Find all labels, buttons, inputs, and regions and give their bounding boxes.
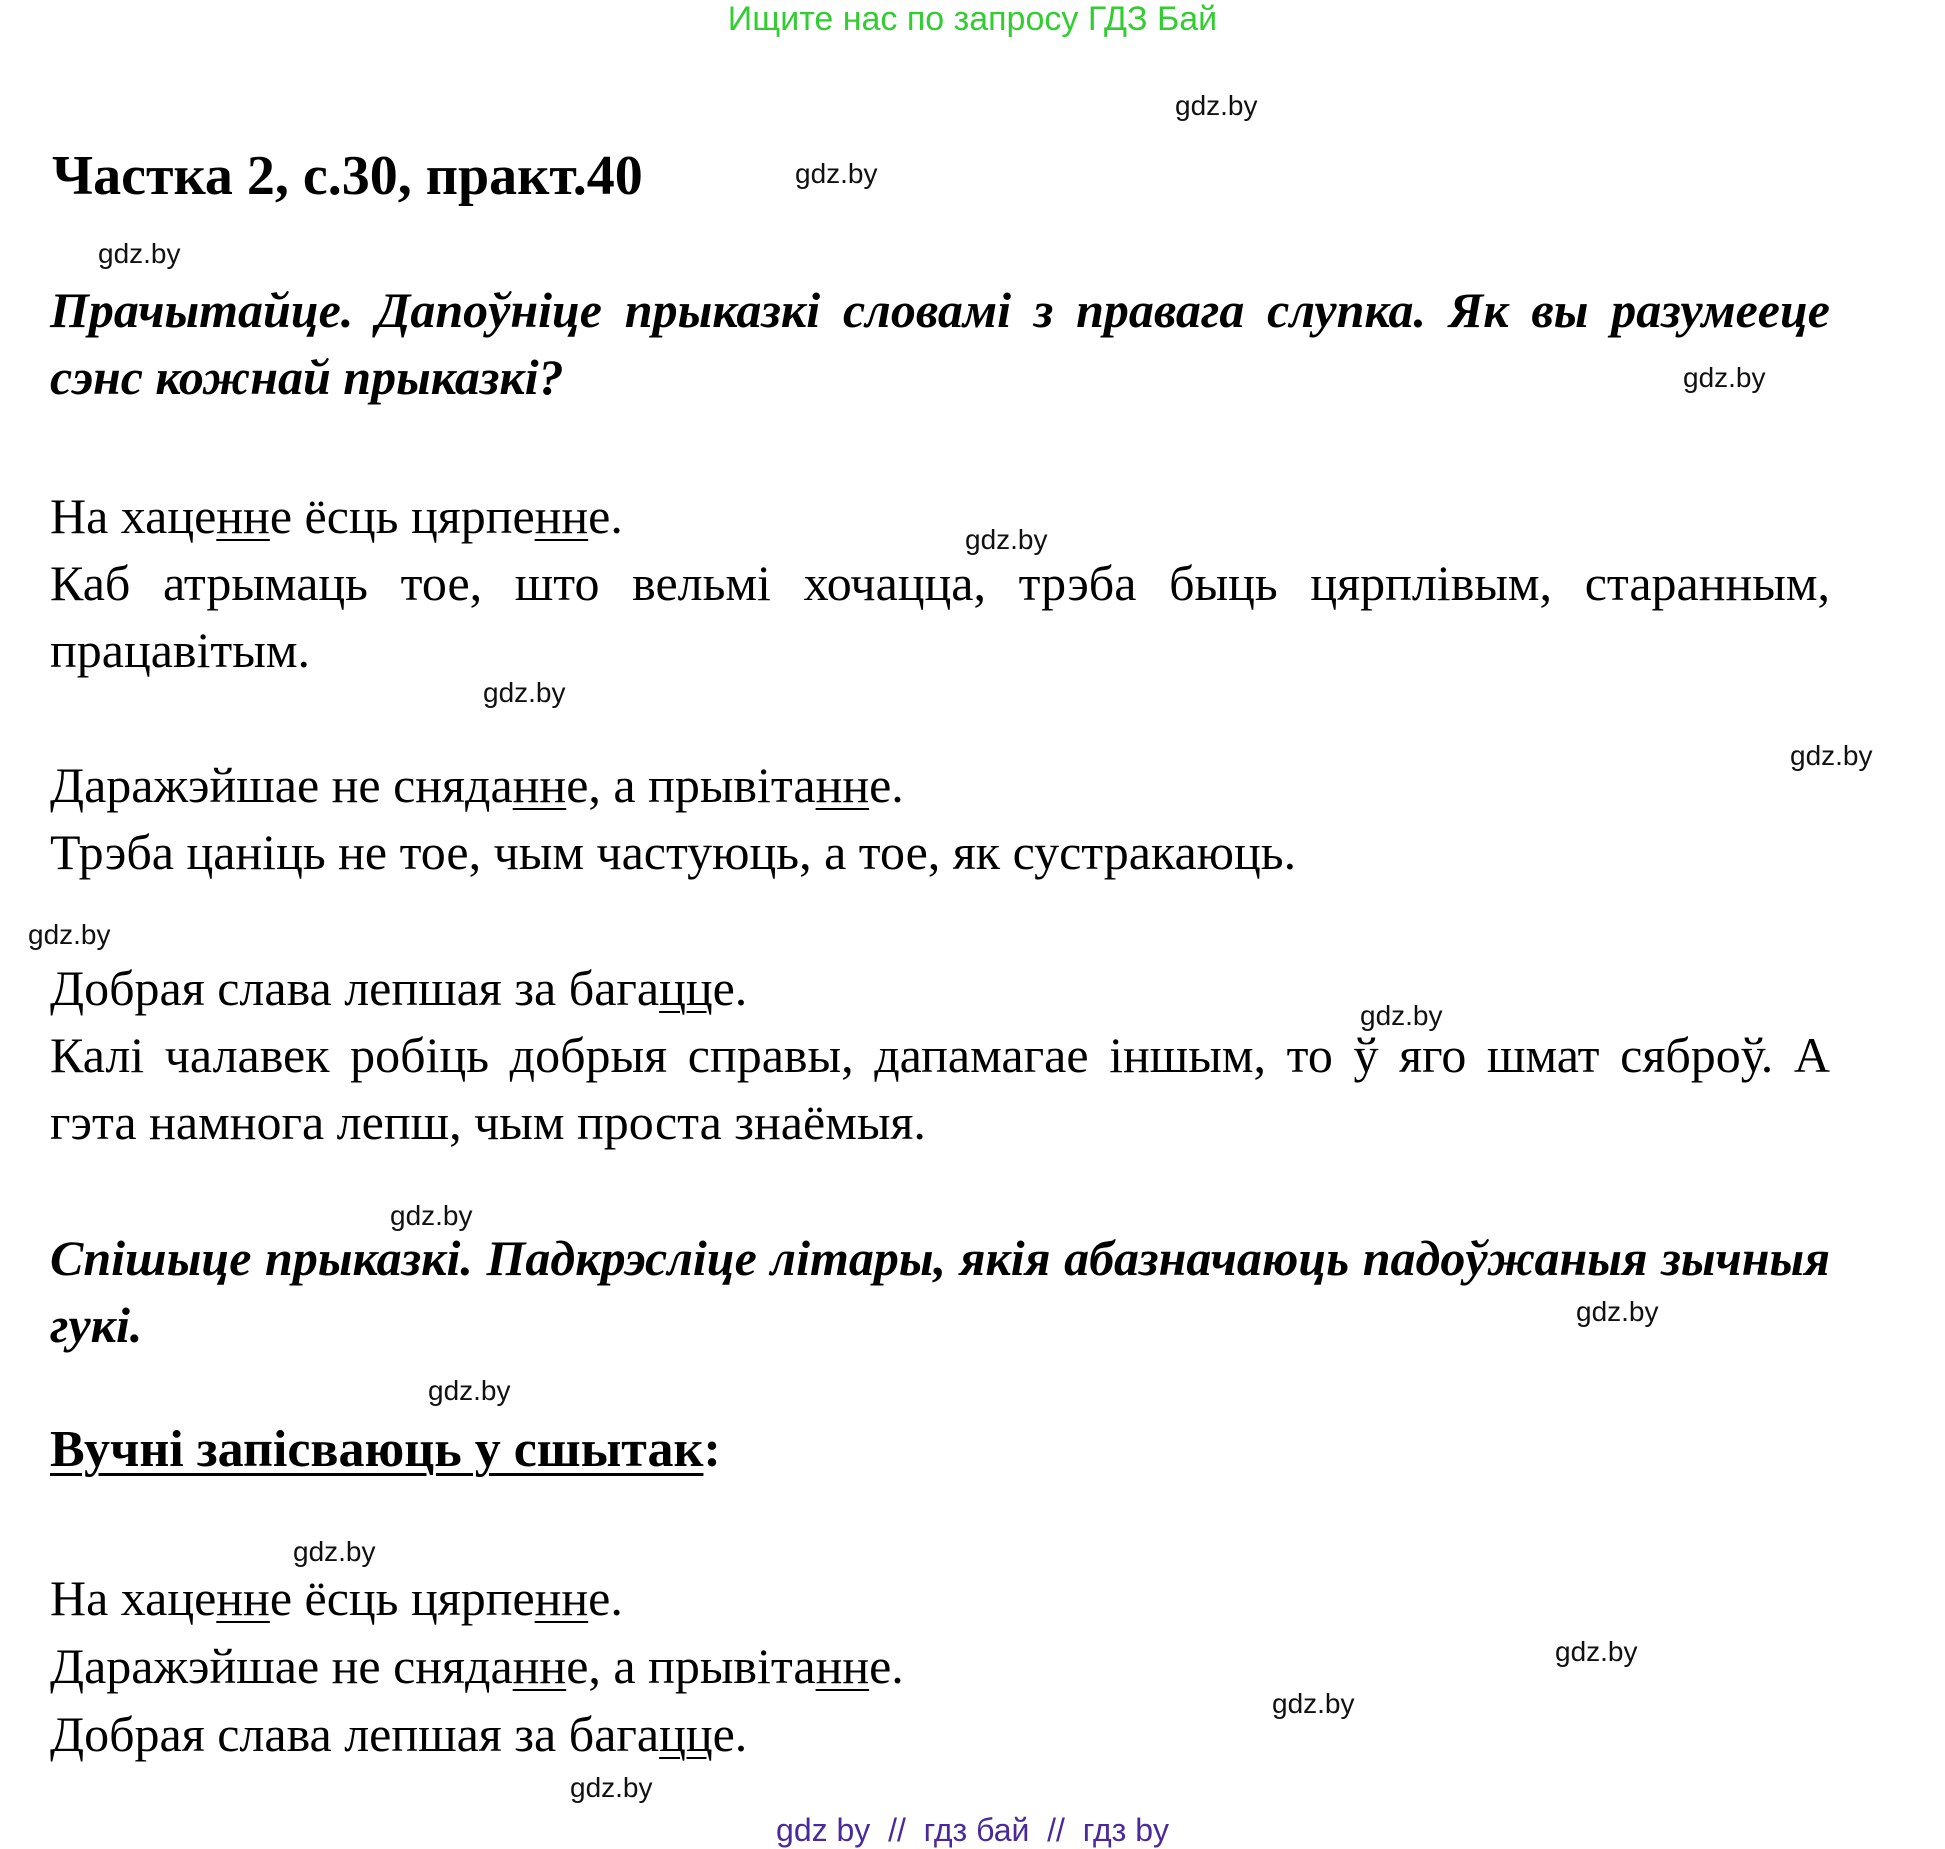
watermark: gdz.by — [570, 1772, 653, 1803]
proverb-line: Добрая слава лепшая за багацце. — [50, 960, 748, 1016]
watermark: gdz.by — [965, 524, 1048, 555]
underlined-letters: нн — [815, 757, 870, 813]
watermark: gdz.by — [1683, 362, 1766, 393]
underlined-letters: нн — [216, 1570, 270, 1626]
underlined-letters: цц — [659, 960, 713, 1016]
proverb-meaning: Каб атрымаць тое, што вельмі хочацца, трэба быць цярплівым, старанным, працавітым. — [50, 555, 1830, 678]
section-heading: Вучні запісваюць у сшытак: — [50, 1421, 721, 1478]
task-instruction-2: Спішыце прыказкі. Падкрэсліце літары, якія абазначаюць падоўжаныя зычныя гукі. — [50, 1230, 1830, 1353]
proverb-line: Даражэйшае не сняданне, а прывітанне. — [50, 757, 904, 813]
underlined-letters: цц — [659, 1706, 713, 1762]
watermark: gdz.by — [1790, 740, 1873, 771]
watermark: gdz.by — [390, 1200, 473, 1231]
watermark: gdz.by — [98, 238, 181, 269]
underlined-letters: нн — [534, 488, 589, 544]
watermark: gdz.by — [1576, 1296, 1659, 1327]
proverb-meaning: Трэба цаніць не тое, чым частуюць, а тое, як сустракаюць. — [50, 824, 1297, 880]
underlined-letters: нн — [512, 757, 567, 813]
notebook-line: На хаценне ёсць цярпенне. — [50, 1570, 623, 1626]
proverb-line: На хаценне ёсць цярпенне. — [50, 488, 623, 544]
underlined-letters: нн — [815, 1638, 870, 1694]
underlined-letters: нн — [216, 488, 270, 544]
proverb-meaning: Калі чалавек робіць добрыя справы, дапамагае іншым, то ў яго шмат сяброў. А гэта намнога лепш, чым проста знаёмыя. — [50, 1027, 1830, 1150]
notebook-line: Даражэйшае не сняданне, а прывітанне. — [50, 1638, 904, 1694]
task-instruction-1: Прачытайце. Дапоўніце прыказкі словамі з правага слупка. Як вы разумееце сэнс кожнай прыказкі? — [50, 282, 1830, 405]
page-title: Частка 2, с.30, практ.40 — [52, 145, 643, 207]
watermark: gdz.by — [1360, 1000, 1443, 1031]
watermark: gdz.by — [1175, 90, 1258, 121]
watermark: gdz.by — [28, 919, 111, 950]
watermark: gdz.by — [483, 677, 566, 708]
watermark: gdz.by — [1272, 1688, 1355, 1719]
watermark: gdz.by — [795, 158, 878, 189]
footer-links: gdz by // гдз бай // гдз by — [776, 1812, 1169, 1848]
top-banner: Ищите нас по запросу ГДЗ Бай — [727, 0, 1218, 38]
watermark: gdz.by — [1555, 1636, 1638, 1667]
notebook-line: Добрая слава лепшая за багацце. — [50, 1706, 748, 1762]
underlined-letters: нн — [534, 1570, 589, 1626]
watermark: gdz.by — [293, 1536, 376, 1567]
watermark: gdz.by — [428, 1375, 511, 1406]
underlined-letters: нн — [512, 1638, 567, 1694]
